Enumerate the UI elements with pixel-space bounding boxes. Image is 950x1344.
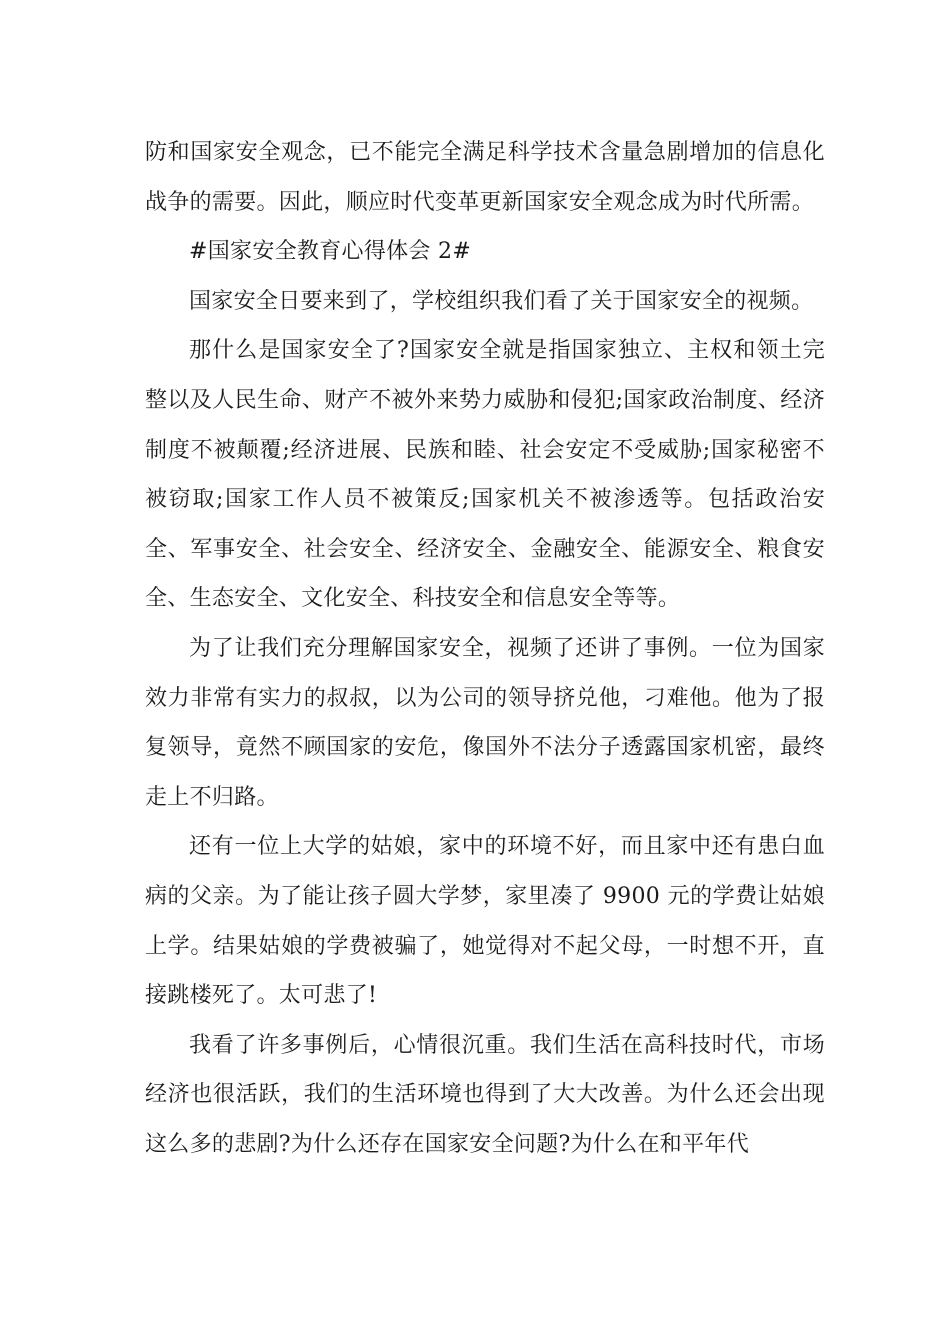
paragraph-reflection: 我看了许多事例后，心情很沉重。我们生活在高科技时代，市场经济也很活跃，我们的生活环境也得到了大大改善。为什么还会出现这么多的悲剧?为什么还存在国家安全问题?为什么在和平年代 [145,1032,825,1157]
paragraph-continuation: 防和国家安全观念，已不能完全满足科学技术含量急剧增加的信息化战争的需要。因此，顺应时代变革更新国家安全观念成为时代所需。 [145,140,825,215]
paragraph-example-two: 还有一位上大学的姑娘，家中的环境不好，而且家中还有患白血病的父亲。为了能让孩子圆大学梦，家里凑了 9900 元的学费让姑娘上学。结果姑娘的学费被骗了，她觉得对不起父母，一时想不开，直接跳楼死了。太可悲了! [145,834,825,1009]
paragraph-intro: 国家安全日要来到了，学校组织我们看了关于国家安全的视频。 [189,288,814,314]
paragraph-example-one: 为了让我们充分理解国家安全，视频了还讲了事例。一位为国家效力非常有实力的叔叔，以为公司的领导挤兑他，刁难他。他为了报复领导，竟然不顾国家的安危，像国外不法分子透露国家机密，最终走上不归路。 [145,635,825,810]
section-heading: #国家安全教育心得体会 2# [189,239,472,265]
paragraph-definition: 那什么是国家安全了?国家安全就是指国家独立、主权和领土完整以及人民生命、财产不被外来势力威胁和侵犯;国家政治制度、经济制度不被颠覆;经济进展、民族和睦、社会安定不受威胁;国家秘密不被窃取;国家工作人员不被策反;国家机关不被渗透等。包括政治安全、军事安全、社会安全、经济安全、金融安全、能源安全、粮食安全、生态安全、文化安全、科技安全和信息安全等等。 [145,338,825,612]
document-body [145,128,825,1169]
